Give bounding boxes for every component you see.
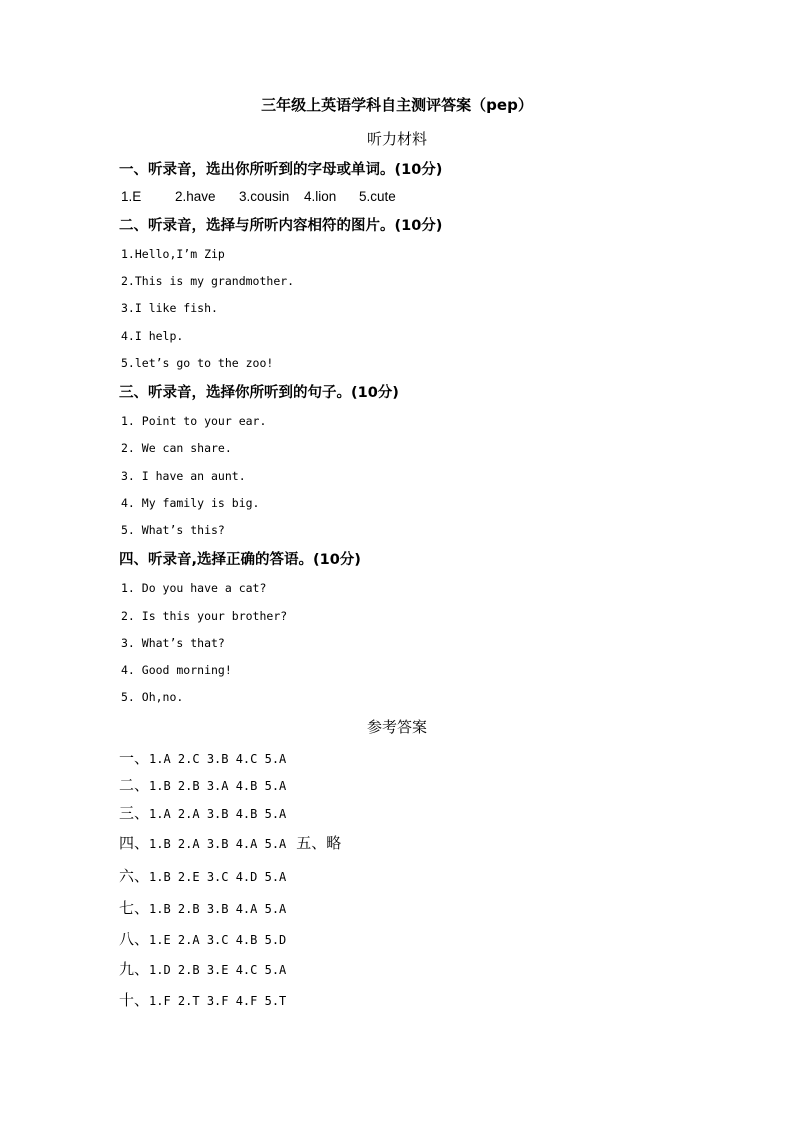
word-item: 2.have — [175, 189, 216, 204]
answer-text: 1.B 2.B 3.A 4.B 5.A — [149, 779, 287, 793]
answer-row — [119, 865, 286, 886]
answer-number: 四、 — [119, 834, 150, 852]
list-item: 3. What’s that? — [121, 636, 225, 650]
answer-number: 八、 — [119, 930, 150, 948]
word-item: 1.E — [121, 189, 142, 204]
list-item: 1. Do you have a cat? — [121, 581, 267, 595]
answer-text: 1.A 2.A 3.B 4.B 5.A — [149, 807, 287, 821]
answer-row — [119, 774, 286, 795]
section-heading: 三、听录音，选择你所听到的句子。(10分) — [119, 385, 399, 401]
answer-row — [119, 989, 286, 1010]
answer-row — [119, 747, 286, 768]
list-item: 5. What’s this? — [121, 523, 225, 537]
answer-number: 六、 — [119, 867, 150, 885]
list-item: 4.I help. — [121, 329, 184, 343]
list-item: 2. We can share. — [121, 441, 232, 455]
list-item: 2.This is my grandmother. — [121, 274, 295, 288]
document-title: 三年级上英语学科自主测评答案（pep） — [261, 96, 533, 114]
answer-number: 二、 — [119, 776, 150, 794]
answer-number: 九、 — [119, 960, 150, 978]
answer-row — [119, 928, 286, 949]
answer-number: 一、 — [119, 749, 150, 767]
answer-text: 1.E 2.A 3.C 4.B 5.D — [149, 933, 287, 947]
list-item: 5.let’s go to the zoo! — [121, 356, 274, 370]
list-item: 4. Good morning! — [121, 663, 232, 677]
answer-number: 三、 — [119, 804, 150, 822]
section-heading: 二、听录音，选择与所听内容相符的图片。(10分) — [119, 218, 443, 234]
answer-text: 1.B 2.E 3.C 4.D 5.A — [149, 870, 287, 884]
answer-row — [119, 802, 286, 823]
list-item: 1. Point to your ear. — [121, 414, 267, 428]
answer-text: 1.F 2.T 3.F 4.F 5.T — [149, 994, 287, 1008]
answer-row — [119, 897, 286, 918]
word-item: 5.cute — [359, 189, 396, 204]
list-item: 1.Hello,I’m Zip — [121, 247, 225, 261]
word-item: 3.cousin — [239, 189, 290, 204]
word-list — [121, 189, 396, 204]
answer-text: 1.B 2.A 3.B 4.A 5.A — [149, 837, 287, 851]
listening-heading: 听力材料 — [366, 130, 427, 148]
answer-extra-note: 五、略 — [296, 834, 342, 852]
word-item: 4.lion — [304, 189, 337, 204]
answer-text: 1.D 2.B 3.E 4.C 5.A — [149, 963, 287, 977]
section-heading: 一、听录音，选出你所听到的字母或单词。(10分) — [119, 162, 443, 178]
answer-number: 七、 — [119, 899, 150, 917]
section-heading: 四、听录音,选择正确的答语。(10分) — [119, 552, 361, 568]
answers-heading: 参考答案 — [366, 718, 427, 736]
answer-number: 十、 — [119, 991, 150, 1009]
list-item: 3.I like fish. — [121, 301, 218, 315]
answer-text: 1.A 2.C 3.B 4.C 5.A — [149, 752, 287, 766]
list-item: 3. I have an aunt. — [121, 469, 246, 483]
answer-row — [119, 958, 286, 979]
list-item: 4. My family is big. — [121, 496, 260, 510]
list-item: 2. Is this your brother? — [121, 609, 288, 623]
answer-text: 1.B 2.B 3.B 4.A 5.A — [149, 902, 287, 916]
answer-row — [119, 832, 341, 853]
list-item: 5. Oh,no. — [121, 690, 184, 704]
